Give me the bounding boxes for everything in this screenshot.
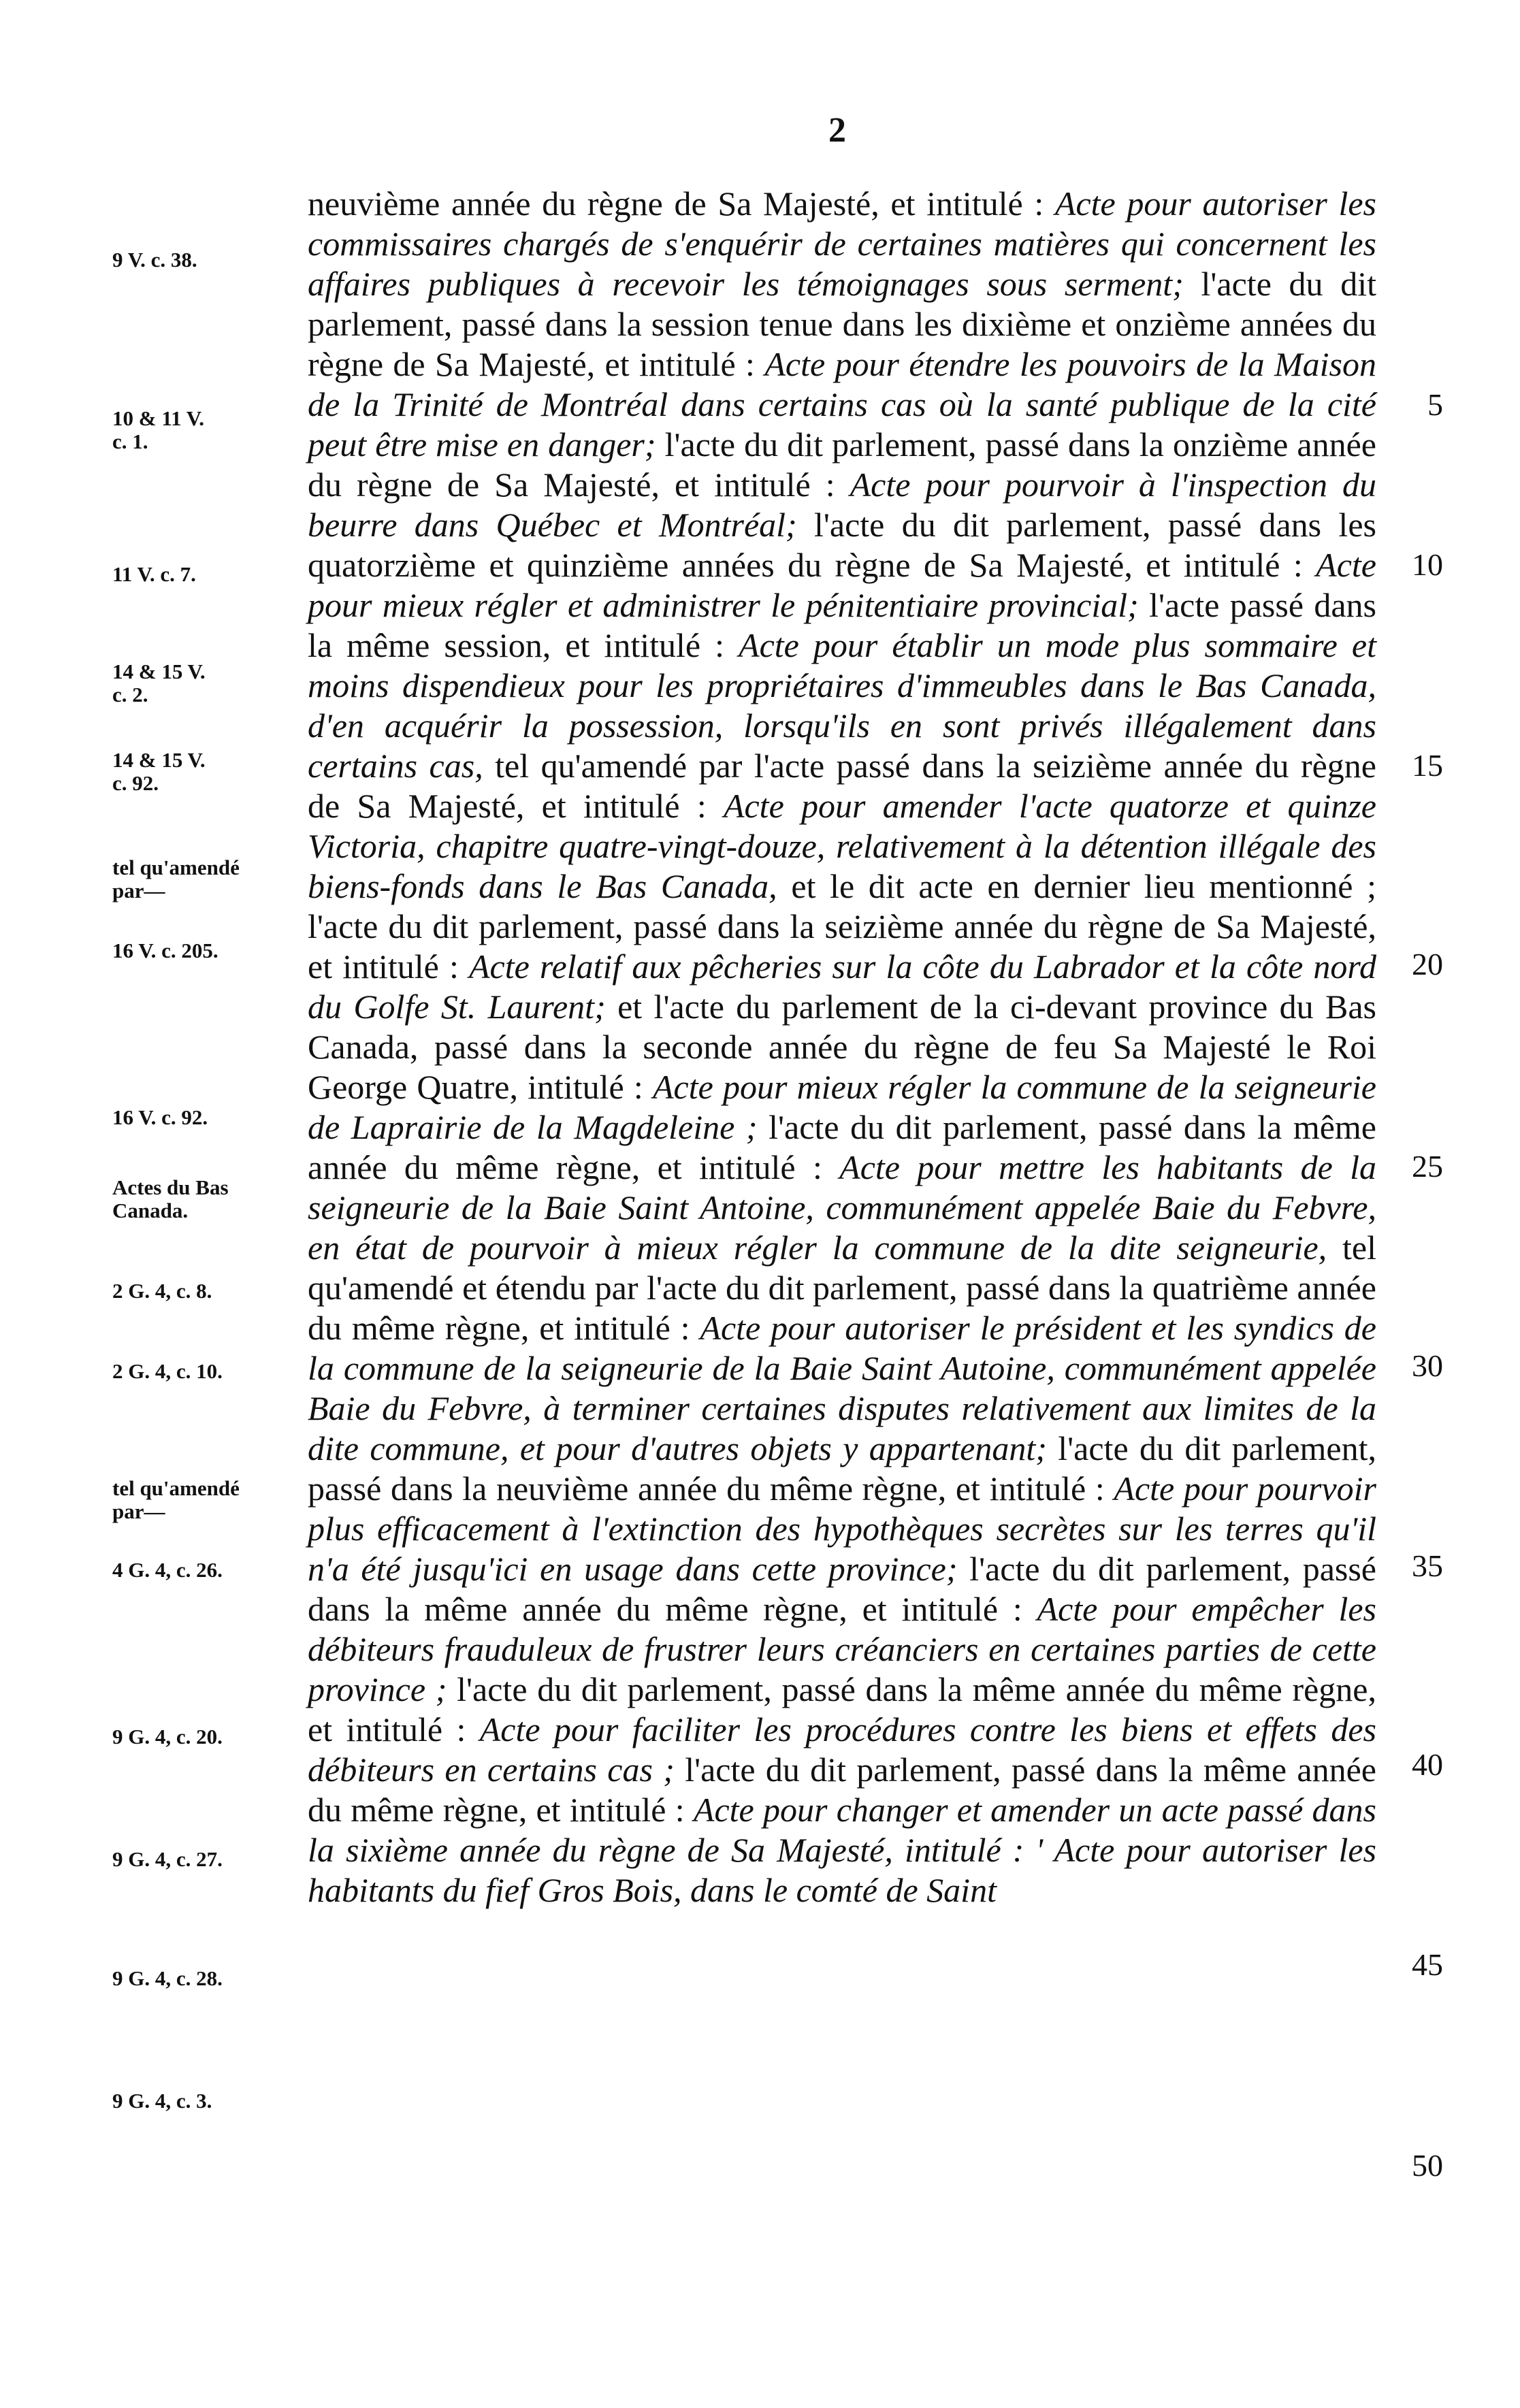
body-run: l'acte du dit parlement, passé dans la onzième année du règne de Sa Majesté, et intitulé : [308, 425, 1376, 504]
act-title: Acte pour autoriser le président et les syndics de la commune de la seigneurie de la Baie Saint Autoine, communément appelée Baie du Febvre, à terminer certaines disputes relativement aux limites de la dite commune, et pour d'autres objets y appartenant; [308, 1309, 1376, 1467]
body-run: neuvième année du règne de Sa Majesté, et intitulé : [308, 184, 1055, 223]
body-run: l'acte du dit parlement, passé dans les quatorzième et quinzième années du règne de Sa Majesté, et intitulé : [308, 506, 1376, 584]
body-run: l'acte passé dans la même session, et intitulé : [308, 586, 1376, 664]
line-number: 40 [1412, 1747, 1443, 1782]
act-title: Acte pour établir un mode plus sommaire et moins dispendieux pour les propriétaires d'immeubles dans le Bas Canada, d'en acquérir la possession, lorsqu'ils en sont privés illégalement dans certains cas, [308, 626, 1376, 785]
margin-note: 14 & 15 V. c. 2. [112, 660, 206, 706]
body-run: et le dit acte en dernier lieu mentionné ; l'acte du dit parlement, passé dans la seizième année du règne de Sa Majesté, et intitulé : [308, 867, 1376, 986]
body-run: l'acte du dit parlement, passé dans la même année du même règne, et intitulé : [308, 1550, 1376, 1628]
margin-note: 9 G. 4, c. 3. [112, 2089, 212, 2113]
margin-note: 4 G. 4, c. 26. [112, 1558, 223, 1582]
margin-note: 11 V. c. 7. [112, 562, 196, 586]
line-number: 5 [1427, 387, 1443, 422]
line-number: 15 [1412, 748, 1443, 783]
act-title: Acte pour mettre les habitants de la seigneurie de la Baie Saint Antoine, communément appelée Baie du Febvre, en état de pourvoir à mieux régler la commune de la dite seigneurie, [308, 1148, 1376, 1267]
body-run: l'acte du dit parlement, passé dans la même année du même règne, et intitulé : [308, 1751, 1376, 1829]
margin-note: 2 G. 4, c. 8. [112, 1279, 212, 1303]
act-title: Acte pour amender l'acte quatorze et quinze Victoria, chapitre quatre-vingt-douze, relativement à la détention illégale des biens-fonds dans le Bas Canada, [308, 787, 1376, 905]
act-title: Acte pour autoriser les commissaires chargés de s'enquérir de certaines matières qui concernent les affaires publiques à recevoir les témoignages sous serment; [308, 184, 1376, 303]
act-title: Acte pour étendre les pouvoirs de la Maison de la Trinité de Montréal dans certains cas où la santé publique de la cité peut être mise en danger; [308, 345, 1376, 463]
act-title: Acte pour empêcher les débiteurs frauduleux de frustrer leurs créanciers en certaines parties de cette province ; [308, 1590, 1377, 1708]
margin-note: 14 & 15 V. c. 92. [112, 748, 206, 795]
page-number: 2 [828, 111, 846, 150]
line-number: 10 [1412, 547, 1443, 582]
act-title: Acte relatif aux pêcheries sur la côte du Labrador et la côte nord du Golfe St. Laurent; [308, 947, 1376, 1026]
margin-note: 16 V. c. 92. [112, 1105, 208, 1129]
margin-note: 9 G. 4, c. 20. [112, 1725, 223, 1748]
margin-note: Actes du Bas Canada. [112, 1175, 229, 1222]
line-number: 45 [1412, 1947, 1443, 1982]
margin-note: tel qu'amendé par— [112, 1476, 240, 1523]
act-title: Acte pour pourvoir plus efficacement à l'extinction des hypothèques secrètes sur les terres qu'il n'a été jusqu'ici en usage dans cette province; [308, 1469, 1376, 1588]
margin-note: 9 V. c. 38. [112, 248, 197, 272]
margin-note: 16 V. c. 205. [112, 939, 219, 962]
body-run: l'acte du dit parlement, passé dans la session tenue dans les dixième et onzième années du règne de Sa Majesté, et intitulé : [308, 265, 1376, 383]
line-number: 30 [1412, 1348, 1443, 1383]
act-title: Acte pour pourvoir à l'inspection du beurre dans Québec et Montréal; [308, 466, 1376, 544]
body-run: tel qu'amendé par l'acte passé dans la seizième année du règne de Sa Majesté, et intitulé : [308, 747, 1377, 825]
line-number: 35 [1412, 1548, 1443, 1583]
body-run: l'acte du dit parlement, passé dans la même année du même règne, et intitulé : [308, 1108, 1376, 1186]
body-run: l'acte du dit parlement, passé dans la même année du même règne, et intitulé : [308, 1670, 1376, 1748]
act-title: Acte pour mieux régler la commune de la seigneurie de Laprairie de la Magdeleine ; [308, 1068, 1376, 1146]
act-title: Acte pour mieux régler et administrer le pénitentiaire provincial; [308, 546, 1376, 624]
act-title: Acte pour changer et amender un acte passé dans la sixième année du règne de Sa Majesté, intitulé : ' Acte pour autoriser les habitants du fief Gros Bois, dans le comté de Saint [308, 1791, 1376, 1909]
body-run: tel qu'amendé et étendu par l'acte du dit parlement, passé dans la quatrième année du même règne, et intitulé : [308, 1229, 1376, 1347]
margin-note: 2 G. 4, c. 10. [112, 1359, 223, 1383]
margin-note: 9 G. 4, c. 28. [112, 1966, 223, 1990]
body-run: l'acte du dit parlement, passé dans la neuvième année du même règne, et intitulé : [308, 1429, 1376, 1508]
margin-note: 10 & 11 V. c. 1. [112, 406, 204, 453]
body-run: et l'acte du parlement de la ci-devant province du Bas Canada, passé dans la seconde année du règne de feu Sa Majesté le Roi George Quatre, intitulé : [308, 988, 1376, 1106]
line-number: 50 [1412, 2148, 1443, 2183]
act-title: Acte pour faciliter les procédures contre les biens et effets des débiteurs en certains cas ; [308, 1710, 1376, 1789]
margin-note: tel qu'amendé par— [112, 856, 240, 902]
margin-note: 9 G. 4, c. 27. [112, 1847, 223, 1871]
line-number: 25 [1412, 1149, 1443, 1184]
line-number: 20 [1412, 947, 1443, 981]
